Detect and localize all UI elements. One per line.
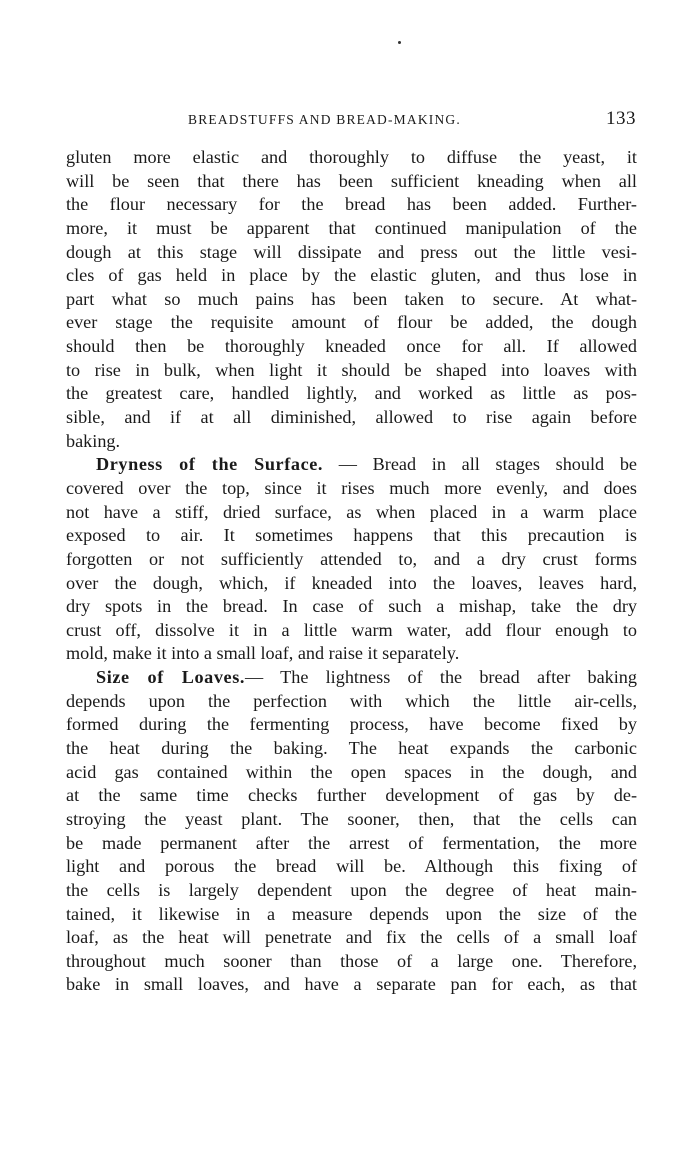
section-first-line bbox=[66, 453, 637, 477]
text-line: the greatest care, handled lightly, and worked as little as pos- bbox=[66, 383, 637, 404]
text-line: the heat during the baking. The heat expands the carbonic bbox=[66, 738, 637, 759]
text-line: part what so much pains has been taken to secure. At what- bbox=[66, 288, 637, 309]
text-line: loaf, as the heat will penetrate and fix the cells of a small loaf bbox=[66, 927, 637, 948]
text-line: forgotten or not sufficiently attended to, and a dry crust forms bbox=[66, 548, 637, 569]
running-head: BREADSTUFFS AND BREAD-MAKING. bbox=[188, 112, 461, 127]
text-line: crust off, dissolve it in a little warm water, add flour enough to bbox=[66, 619, 637, 640]
text-line: sible, and if at all diminished, allowed to rise again before bbox=[66, 407, 637, 428]
text-line: throughout much sooner than those of a large one. Therefore, bbox=[66, 950, 637, 971]
section-heading: Size of Loaves. bbox=[96, 667, 246, 688]
section-heading: Dryness of the Surface. bbox=[96, 454, 324, 475]
text-line: gluten more elastic and thoroughly to diffuse the yeast, it bbox=[66, 147, 637, 167]
text-line: light and porous the bread will be. Although this fixing of bbox=[66, 856, 637, 877]
section-first-line-text: — The lightness of the bread after baking bbox=[245, 667, 637, 688]
section-size-of-loaves bbox=[66, 666, 637, 997]
section-dryness-of-surface bbox=[66, 453, 637, 666]
page-number: 133 bbox=[606, 108, 636, 129]
text-line: dry spots in the bread. In case of such a mishap, take the dry bbox=[66, 596, 637, 617]
text-line: the flour necessary for the bread has been added. Further- bbox=[66, 194, 637, 215]
section-first-line bbox=[66, 666, 637, 690]
text-line: depends upon the perfection with which the little air-cells, bbox=[66, 690, 637, 711]
text-line: not have a stiff, dried surface, as when placed in a warm place bbox=[66, 501, 637, 522]
text-line: will be seen that there has been sufficient kneading when all bbox=[66, 170, 637, 191]
body-text bbox=[66, 146, 637, 997]
paragraph-continuation bbox=[66, 146, 637, 453]
text-line: tained, it likewise in a measure depends upon the size of the bbox=[66, 903, 637, 924]
page-header bbox=[66, 108, 636, 132]
ink-speck bbox=[398, 41, 401, 44]
text-line: baking. bbox=[66, 430, 121, 451]
text-line: acid gas contained within the open spaces in the dough, and bbox=[66, 761, 637, 782]
text-line: dough at this stage will dissipate and press out the little vesi- bbox=[66, 241, 637, 262]
text-line: to rise in bulk, when light it should be shaped into loaves with bbox=[66, 359, 637, 380]
text-line: cles of gas held in place by the elastic gluten, and thus lose in bbox=[66, 265, 637, 286]
section-first-line-text: — Bread in all stages should be bbox=[323, 454, 638, 475]
text-line: covered over the top, since it rises much more evenly, and does bbox=[66, 477, 637, 498]
text-line: ever stage the requisite amount of flour be added, the dough bbox=[66, 312, 637, 333]
text-line: stroying the yeast plant. The sooner, then, that the cells can bbox=[66, 808, 637, 829]
text-line: formed during the fermenting process, have become fixed by bbox=[66, 714, 637, 735]
text-line: at the same time checks further development of gas by de- bbox=[66, 785, 637, 806]
text-line: more, it must be apparent that continued manipulation of the bbox=[66, 217, 637, 238]
text-line: over the dough, which, if kneaded into the loaves, leaves hard, bbox=[66, 572, 637, 593]
text-line: exposed to air. It sometimes happens that this precaution is bbox=[66, 525, 637, 546]
text-line: be made permanent after the arrest of fermentation, the more bbox=[66, 832, 637, 853]
text-line: mold, make it into a small loaf, and raise it separately. bbox=[66, 643, 460, 664]
text-line: the cells is largely dependent upon the degree of heat main- bbox=[66, 879, 637, 900]
text-line: bake in small loaves, and have a separate pan for each, as that bbox=[66, 974, 637, 995]
text-line: should then be thoroughly kneaded once for all. If allowed bbox=[66, 336, 637, 357]
